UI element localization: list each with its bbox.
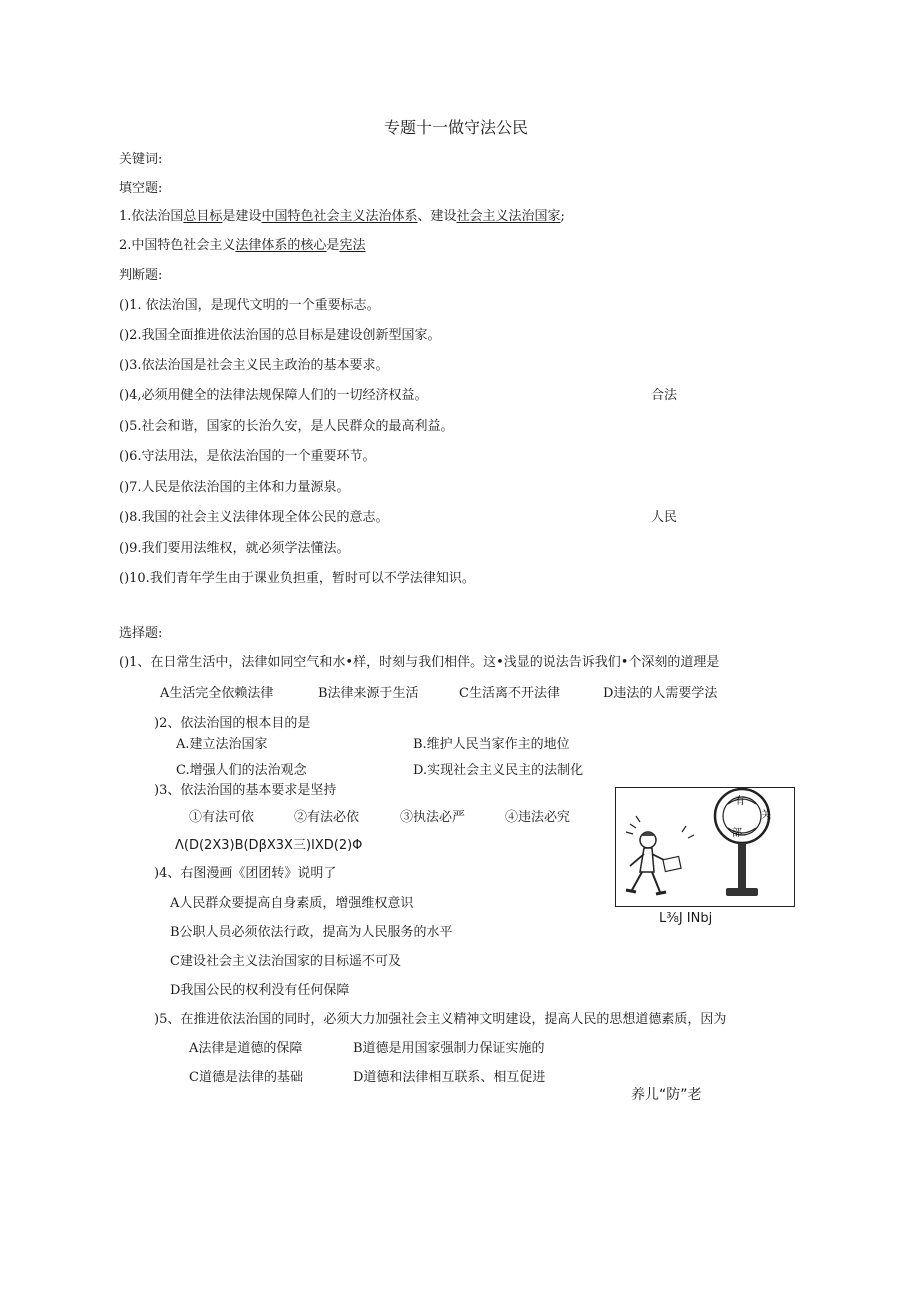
choice-q2-option-b: B.维护人民当家作主的地位 xyxy=(413,737,570,752)
judge-section-label: 判断题: xyxy=(119,268,163,283)
cartoon-illustration xyxy=(615,787,795,907)
judge-item: ()9.我们要用法维权，就必须学法懂法。 xyxy=(119,541,350,556)
fill-q1-part: ; xyxy=(560,209,565,224)
fill-q1-answer-1: 总目标 xyxy=(183,209,223,224)
judge-item: ()2.我国全面推进依法治国的总目标是建设创新型国家。 xyxy=(119,328,441,343)
sign-base xyxy=(726,888,758,896)
judge-item: ()1. 依法治国，是现代文明的一个重要标志。 xyxy=(119,298,380,313)
page-title: 专题十一做守法公民 xyxy=(384,118,529,137)
person-body xyxy=(640,848,654,872)
judge-item: ()8.我国的社会主义法律体现全体公民的意志。 xyxy=(119,510,389,525)
choice-q1-option-b: B法律来源于生活 xyxy=(318,686,419,701)
fill-q2-answer-1: 法律体系的核心 xyxy=(235,238,327,253)
choice-q3-item-1: ①有法可依 xyxy=(189,810,255,825)
person-legs xyxy=(632,872,660,892)
choice-q3-item-4: ④违法必究 xyxy=(505,810,571,825)
fill-q1-part: 、建设 xyxy=(417,209,457,224)
keywords-label: 关键词: xyxy=(119,152,163,167)
choice-q3-answers: Λ(D(2X3)B(DβX3X三)IXD(2)Φ xyxy=(175,838,363,853)
fill-q1-part: 1.依法治国 xyxy=(119,209,184,224)
choice-q2-stem: )2、依法治国的根本目的是 xyxy=(154,716,311,731)
choice-q3-item-3: ③执法必严 xyxy=(400,810,466,825)
fill-q1-answer-3: 社会主义法治国家 xyxy=(456,209,561,224)
judge-item: ()4,必须用健全的法律法规保障人们的一切经济权益。 xyxy=(119,388,428,403)
choice-q2-option-c: C.增强人们的法治观念 xyxy=(176,763,307,778)
choice-q4-stem: )4、右图漫画《团团转》说明了 xyxy=(154,866,337,881)
judge-note-correction: 合法 xyxy=(651,388,678,403)
sign-pole xyxy=(738,843,746,889)
fill-q1-part: 是建设 xyxy=(222,209,262,224)
fill-question-1 xyxy=(119,209,565,225)
motion-lines xyxy=(682,826,694,838)
choice-q1-stem: ()1、在日常生活中，法律如同空气和水•样，时刻与我们相伴。这•浅显的说法告诉我们•个深刻的道理是 xyxy=(119,655,720,670)
choice-q3-item-2: ②有法必依 xyxy=(294,810,360,825)
choice-q5-option-c: C道德是法律的基础 xyxy=(189,1070,303,1085)
person-document xyxy=(663,856,681,871)
judge-item: ()5.社会和谐，国家的长治久安，是人民群众的最高利益。 xyxy=(119,419,454,434)
fill-q2-part: 是 xyxy=(326,238,340,253)
choice-q2-option-d: D.实现社会主义民主的法制化 xyxy=(413,763,584,778)
choice-q2-option-a: A.建立法治国家 xyxy=(176,737,268,752)
footer-note: 养儿“防”老 xyxy=(631,1087,702,1103)
fill-section-label: 填空题: xyxy=(119,181,163,196)
cartoon-caption: L⅜J INbj xyxy=(659,911,713,926)
sign-text-right: 关 xyxy=(761,810,771,821)
choice-q3-stem: )3、依法治国的基本要求是坚持 xyxy=(154,783,337,798)
choice-section-label: 选择题: xyxy=(119,626,163,641)
choice-q5-option-d: D道德和法律相互联系、相互促进 xyxy=(353,1070,546,1085)
cartoon-drawing xyxy=(616,788,794,906)
sign-text-top: 有 xyxy=(735,796,745,807)
judge-item: ()7.人民是依法治国的主体和力量源泉。 xyxy=(119,480,350,495)
choice-q1-option-d: D违法的人需要学法 xyxy=(603,686,718,701)
fill-q1-answer-2: 中国特色社会主义法治体系 xyxy=(261,209,418,224)
motion-lines xyxy=(626,816,640,834)
choice-q5-stem: )5、在推进依法治国的同时，必须大力加强社会主义精神文明建设，提高人民的思想道德素质，因为 xyxy=(154,1012,727,1027)
sign-text-bottom: 部 xyxy=(732,828,742,839)
judge-item: ()10.我们青年学生由于课业负担重，暂时可以不学法律知识。 xyxy=(119,571,475,586)
fill-question-2 xyxy=(119,238,365,254)
choice-q5-option-a: A法律是道德的保障 xyxy=(189,1041,303,1056)
choice-q4-option-b: B公职人员必须依法行政，提高为人民服务的水平 xyxy=(170,925,453,940)
choice-q4-option-d: D我国公民的权利没有任何保障 xyxy=(170,983,350,998)
fill-q2-part: 2.中国特色社会主义 xyxy=(119,238,236,253)
fill-q2-answer-2: 宪法 xyxy=(339,238,366,253)
judge-item: ()6.守法用法，是依法治国的一个重要环节。 xyxy=(119,449,376,464)
person-hair xyxy=(641,832,655,836)
choice-q5-option-b: B道德是用国家强制力保证实施的 xyxy=(353,1041,545,1056)
choice-q4-option-c: C建设社会主义法治国家的目标遥不可及 xyxy=(170,954,401,969)
choice-q1-option-a: A生活完全依赖法律 xyxy=(160,686,274,701)
choice-q4-option-a: A人民群众要提高自身素质，增强维权意识 xyxy=(170,896,414,911)
choice-q1-option-c: C生活离不开法律 xyxy=(459,686,560,701)
judge-item: ()3.依法治国是社会主义民主政治的基本要求。 xyxy=(119,358,389,373)
judge-note-correction: 人民 xyxy=(651,510,678,525)
